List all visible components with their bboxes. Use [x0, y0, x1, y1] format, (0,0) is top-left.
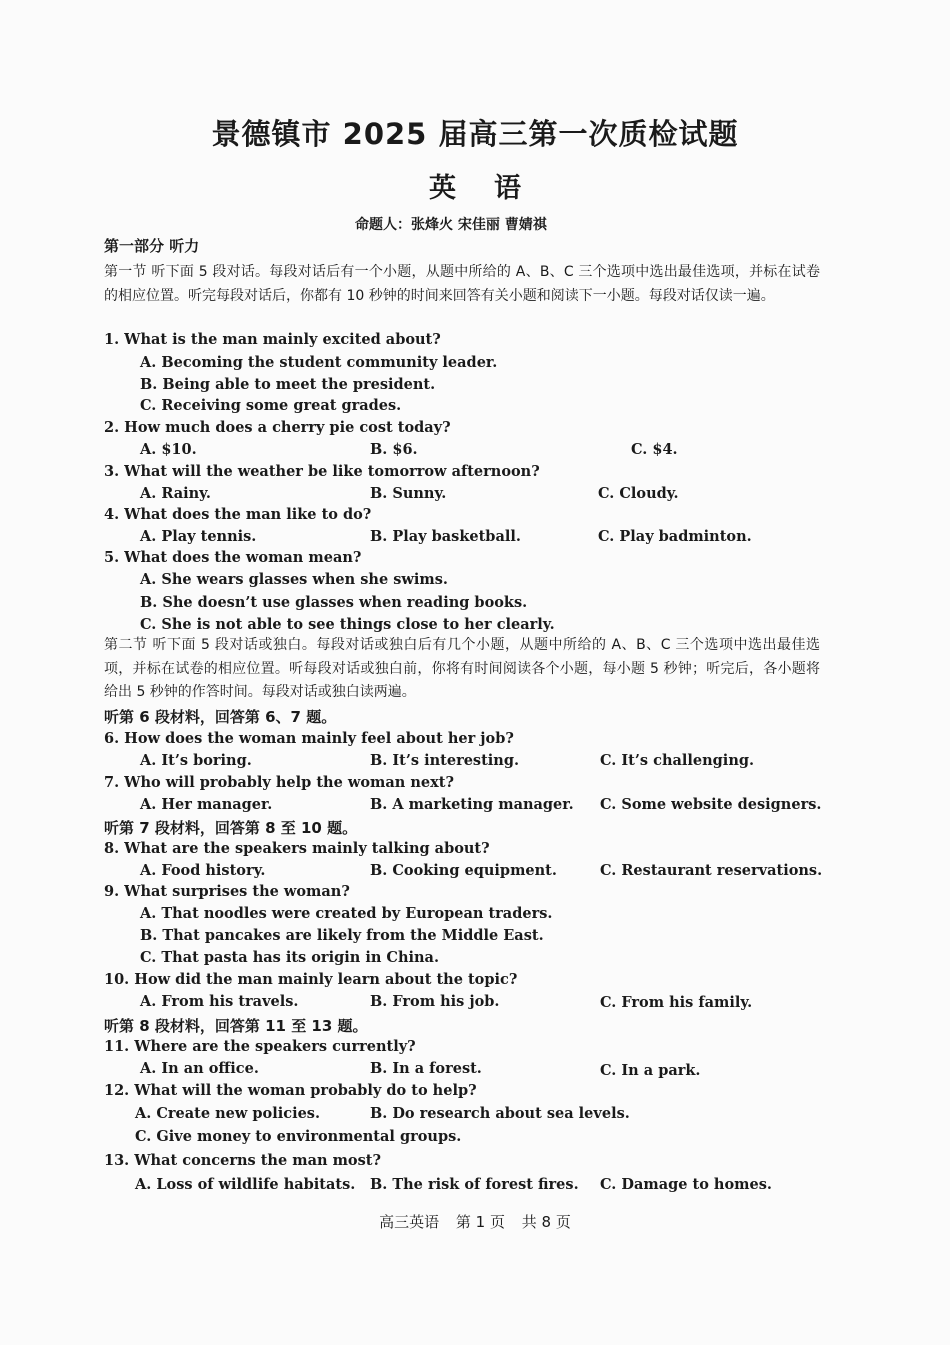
- option-c: C. In a park.: [600, 1062, 701, 1079]
- question-stem: 3. What will the weather be like tomorrow afternoon?: [104, 463, 540, 480]
- option-c: C. She is not able to see things close to her clearly.: [140, 616, 555, 633]
- option-b: B. Sunny.: [370, 485, 447, 502]
- question-stem: 5. What does the woman mean?: [104, 549, 362, 566]
- option-b: B. The risk of forest fires.: [370, 1176, 579, 1193]
- option-a: A. Create new policies.: [135, 1105, 321, 1122]
- option-b: B. Do research about sea levels.: [370, 1105, 630, 1122]
- option-c: C. Restaurant reservations.: [600, 862, 823, 879]
- subject-title: 英语: [429, 173, 559, 204]
- option-b: B. Cooking equipment.: [370, 862, 557, 879]
- section1-instructions: 第一节 听下面 5 段对话。每段对话后有一个小题，从题中所给的 A、B、C 三个选项中选出最佳选项，并标在试卷的相应位置。听完每段对话后，你都有 10 秒钟的时间来回答有关小题和阅读下一小题。每段对话仅读一遍。: [104, 264, 820, 304]
- option-a: A. Becoming the student community leader.: [140, 354, 498, 371]
- option-a: A. Loss of wildlife habitats.: [135, 1176, 356, 1193]
- option-b: B. It’s interesting.: [370, 752, 520, 769]
- question-stem: 12. What will the woman probably do to help?: [104, 1082, 477, 1099]
- question-stem: 11. Where are the speakers currently?: [104, 1038, 416, 1055]
- option-a: A. Food history.: [140, 862, 266, 879]
- option-c: C. From his family.: [600, 994, 753, 1011]
- option-c: C. Damage to homes.: [600, 1176, 772, 1193]
- authors-line: 命题人：张烽火 宋佳丽 曹婧祺: [355, 217, 547, 233]
- option-c: C. Play badminton.: [598, 528, 752, 545]
- group-heading: 听第 6 段材料，回答第 6、7 题。: [104, 708, 337, 726]
- option-b: B. In a forest.: [370, 1060, 482, 1077]
- option-a: A. That noodles were created by European traders.: [140, 905, 553, 922]
- question-stem: 2. How much does a cherry pie cost today?: [104, 419, 451, 436]
- footer-course: 高三英语: [379, 1213, 440, 1231]
- option-b: B. Play basketball.: [370, 528, 521, 545]
- option-c: C. Give money to environmental groups.: [135, 1128, 462, 1145]
- option-c: C. Receiving some great grades.: [140, 397, 402, 414]
- option-b: B. That pancakes are likely from the Middle East.: [140, 927, 544, 944]
- option-b: B. She doesn’t use glasses when reading books.: [140, 594, 528, 611]
- option-b: B. Being able to meet the president.: [140, 376, 436, 393]
- question-stem: 6. How does the woman mainly feel about her job?: [104, 730, 514, 747]
- option-c: C. $4.: [631, 441, 678, 458]
- option-b: B. $6.: [370, 441, 418, 458]
- page-footer: [0, 1211, 950, 1232]
- option-c: C. Some website designers.: [600, 796, 822, 813]
- question-stem: 4. What does the man like to do?: [104, 506, 372, 523]
- option-a: A. From his travels.: [140, 993, 299, 1010]
- group-heading: 听第 8 段材料，回答第 11 至 13 题。: [104, 1017, 368, 1035]
- option-a: A. In an office.: [140, 1060, 259, 1077]
- option-a: A. Rainy.: [140, 485, 211, 502]
- option-a: A. She wears glasses when she swims.: [140, 571, 448, 588]
- question-stem: 10. How did the man mainly learn about the topic?: [104, 971, 518, 988]
- footer-total-pages: 共 8 页: [521, 1213, 571, 1231]
- question-stem: 9. What surprises the woman?: [104, 883, 350, 900]
- question-stem: 7. Who will probably help the woman next?: [104, 774, 454, 791]
- option-a: A. It’s boring.: [140, 752, 252, 769]
- question-stem: 8. What are the speakers mainly talking about?: [104, 840, 490, 857]
- question-stem: 1. What is the man mainly excited about?: [104, 331, 441, 348]
- option-b: B. A marketing manager.: [370, 796, 574, 813]
- question-stem: 13. What concerns the man most?: [104, 1152, 381, 1169]
- option-b: B. From his job.: [370, 993, 500, 1010]
- part-heading: 第一部分 听力: [104, 237, 200, 255]
- exam-title: 景德镇市 2025 届高三第一次质检试题: [211, 117, 739, 151]
- group-heading: 听第 7 段材料，回答第 8 至 10 题。: [104, 819, 358, 837]
- section2-instructions: 第二节 听下面 5 段对话或独白。每段对话或独白后有几个小题，从题中所给的 A、B、C 三个选项中选出最佳选项，并标在试卷的相应位置。听每段对话或独白前，你将有时间阅读各个小题，每小题 5 秒钟；听完后，各小题将给出 5 秒钟的作答时间。每段对话或独白读两遍。: [104, 637, 820, 700]
- option-c: C. It’s challenging.: [600, 752, 755, 769]
- footer-page-number: 第 1 页: [455, 1213, 505, 1231]
- option-a: A. $10.: [140, 441, 197, 458]
- option-a: A. Her manager.: [140, 796, 273, 813]
- option-a: A. Play tennis.: [140, 528, 257, 545]
- option-c: C. That pasta has its origin in China.: [140, 949, 439, 966]
- option-c: C. Cloudy.: [598, 485, 679, 502]
